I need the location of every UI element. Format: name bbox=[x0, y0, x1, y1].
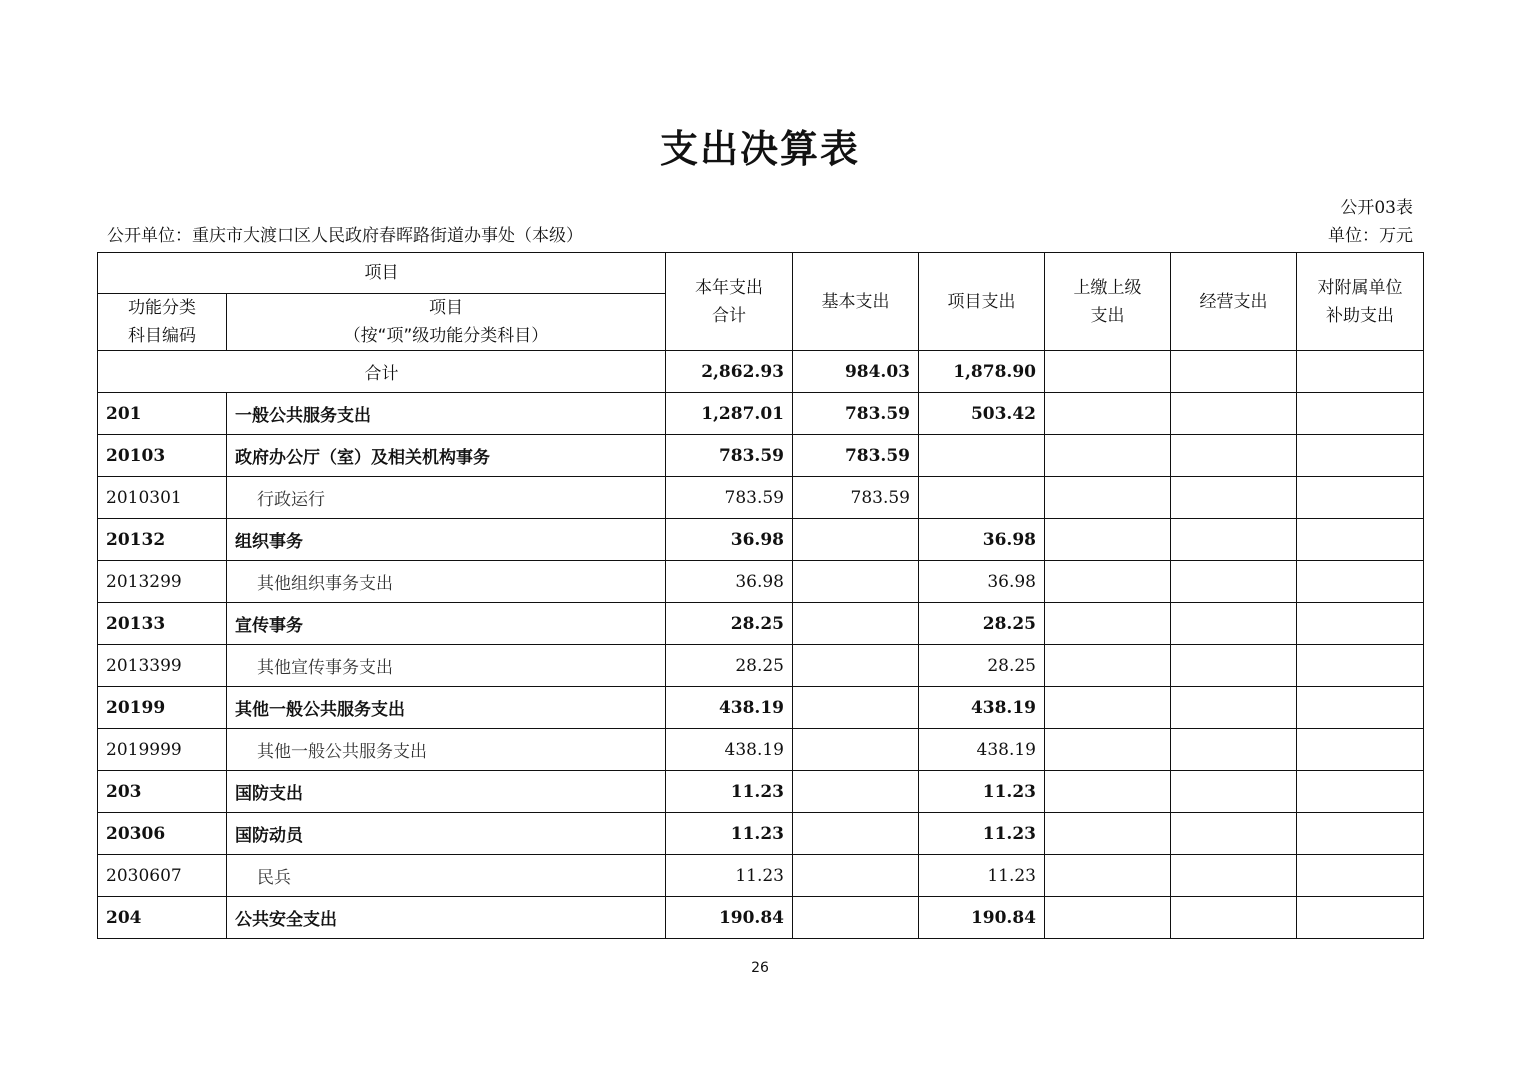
project-cell: 503.42 bbox=[919, 393, 1045, 435]
table-row bbox=[98, 561, 1424, 603]
total-cell: 11.23 bbox=[666, 855, 793, 897]
basic-cell: 783.59 bbox=[793, 393, 919, 435]
upper-cell bbox=[1045, 897, 1171, 939]
table-row bbox=[98, 897, 1424, 939]
basic-cell bbox=[793, 813, 919, 855]
table-row bbox=[98, 813, 1424, 855]
table-row bbox=[98, 435, 1424, 477]
subsidy-cell bbox=[1297, 603, 1424, 645]
basic-cell: 984.03 bbox=[793, 351, 919, 393]
table-row bbox=[98, 771, 1424, 813]
table-row bbox=[98, 687, 1424, 729]
header-code-line1: 功能分类 bbox=[128, 298, 196, 318]
basic-cell: 783.59 bbox=[793, 435, 919, 477]
code-cell: 20199 bbox=[98, 687, 227, 729]
project-cell: 11.23 bbox=[919, 771, 1045, 813]
code-cell: 20133 bbox=[98, 603, 227, 645]
project-cell: 28.25 bbox=[919, 603, 1045, 645]
expenditure-table bbox=[97, 252, 1424, 939]
upper-cell bbox=[1045, 603, 1171, 645]
code-cell: 20103 bbox=[98, 435, 227, 477]
total-cell: 190.84 bbox=[666, 897, 793, 939]
name-cell: 政府办公厅（室）及相关机构事务 bbox=[227, 435, 666, 477]
subsidy-cell bbox=[1297, 645, 1424, 687]
table-row bbox=[98, 729, 1424, 771]
business-cell bbox=[1171, 813, 1297, 855]
basic-cell bbox=[793, 687, 919, 729]
name-cell: 其他一般公共服务支出 bbox=[227, 729, 666, 771]
page-number: 26 bbox=[751, 960, 769, 976]
upper-cell bbox=[1045, 687, 1171, 729]
project-cell: 36.98 bbox=[919, 561, 1045, 603]
upper-cell bbox=[1045, 855, 1171, 897]
business-cell bbox=[1171, 519, 1297, 561]
basic-cell bbox=[793, 603, 919, 645]
header-total-line1: 本年支出 bbox=[695, 277, 763, 298]
name-cell: 民兵 bbox=[227, 855, 666, 897]
total-cell: 28.25 bbox=[666, 645, 793, 687]
name-cell: 组织事务 bbox=[227, 519, 666, 561]
form-number: 公开03表 bbox=[1340, 198, 1413, 218]
table-row bbox=[98, 855, 1424, 897]
table-row bbox=[98, 645, 1424, 687]
basic-cell bbox=[793, 771, 919, 813]
upper-cell bbox=[1045, 351, 1171, 393]
total-cell: 783.59 bbox=[666, 477, 793, 519]
name-cell: 一般公共服务支出 bbox=[227, 393, 666, 435]
table-body bbox=[98, 351, 1424, 939]
business-cell bbox=[1171, 351, 1297, 393]
basic-cell bbox=[793, 897, 919, 939]
name-cell: 国防支出 bbox=[227, 771, 666, 813]
upper-cell bbox=[1045, 813, 1171, 855]
reporting-unit: 公开单位：重庆市大渡口区人民政府春晖路街道办事处（本级） bbox=[107, 226, 583, 246]
total-row bbox=[98, 351, 1424, 393]
name-cell: 其他一般公共服务支出 bbox=[227, 687, 666, 729]
subsidy-cell bbox=[1297, 393, 1424, 435]
upper-cell bbox=[1045, 771, 1171, 813]
name-cell: 国防动员 bbox=[227, 813, 666, 855]
code-cell: 2013399 bbox=[98, 645, 227, 687]
basic-cell bbox=[793, 645, 919, 687]
currency-unit: 单位：万元 bbox=[1328, 226, 1413, 246]
unit-line bbox=[107, 221, 1413, 245]
project-cell: 11.23 bbox=[919, 855, 1045, 897]
subsidy-cell bbox=[1297, 351, 1424, 393]
business-cell bbox=[1171, 603, 1297, 645]
project-cell: 1,878.90 bbox=[919, 351, 1045, 393]
header-subsidy-line1: 对附属单位 bbox=[1317, 277, 1403, 298]
header-item bbox=[227, 294, 666, 351]
header-upper-line1: 上缴上级 bbox=[1073, 277, 1142, 298]
total-cell: 1,287.01 bbox=[666, 393, 793, 435]
code-cell: 20306 bbox=[98, 813, 227, 855]
subsidy-cell bbox=[1297, 813, 1424, 855]
code-cell: 20132 bbox=[98, 519, 227, 561]
project-cell: 11.23 bbox=[919, 813, 1045, 855]
name-cell: 宣传事务 bbox=[227, 603, 666, 645]
table-row bbox=[98, 477, 1424, 519]
name-cell: 行政运行 bbox=[227, 477, 666, 519]
business-cell bbox=[1171, 477, 1297, 519]
header-project: 项目 bbox=[98, 253, 666, 294]
table-row bbox=[98, 603, 1424, 645]
upper-cell bbox=[1045, 645, 1171, 687]
business-cell bbox=[1171, 771, 1297, 813]
upper-cell bbox=[1045, 729, 1171, 771]
total-cell: 2,862.93 bbox=[666, 351, 793, 393]
basic-cell bbox=[793, 855, 919, 897]
code-cell: 2030607 bbox=[98, 855, 227, 897]
project-cell bbox=[919, 477, 1045, 519]
page-title: 支出决算表 bbox=[659, 127, 860, 171]
code-cell: 201 bbox=[98, 393, 227, 435]
subsidy-cell bbox=[1297, 561, 1424, 603]
upper-cell bbox=[1045, 477, 1171, 519]
header-subsidy bbox=[1297, 253, 1424, 351]
code-cell: 2013299 bbox=[98, 561, 227, 603]
basic-cell bbox=[793, 519, 919, 561]
subsidy-cell bbox=[1297, 729, 1424, 771]
project-cell bbox=[919, 435, 1045, 477]
total-label: 合计 bbox=[98, 351, 666, 393]
code-cell: 2010301 bbox=[98, 477, 227, 519]
subsidy-cell bbox=[1297, 435, 1424, 477]
name-cell: 其他宣传事务支出 bbox=[227, 645, 666, 687]
header-code-line2: 科目编码 bbox=[128, 326, 196, 346]
business-cell bbox=[1171, 855, 1297, 897]
upper-cell bbox=[1045, 435, 1171, 477]
project-cell: 36.98 bbox=[919, 519, 1045, 561]
table-row bbox=[98, 519, 1424, 561]
total-cell: 438.19 bbox=[666, 687, 793, 729]
subsidy-cell bbox=[1297, 687, 1424, 729]
total-cell: 783.59 bbox=[666, 435, 793, 477]
header-code bbox=[98, 294, 227, 351]
subsidy-cell bbox=[1297, 897, 1424, 939]
code-cell: 2019999 bbox=[98, 729, 227, 771]
basic-cell bbox=[793, 729, 919, 771]
upper-cell bbox=[1045, 561, 1171, 603]
business-cell bbox=[1171, 435, 1297, 477]
subsidy-cell bbox=[1297, 519, 1424, 561]
header-basic: 基本支出 bbox=[793, 253, 919, 351]
project-cell: 190.84 bbox=[919, 897, 1045, 939]
total-cell: 11.23 bbox=[666, 813, 793, 855]
business-cell bbox=[1171, 645, 1297, 687]
header-item-line1: 项目 bbox=[429, 298, 463, 318]
total-cell: 36.98 bbox=[666, 519, 793, 561]
header-total bbox=[666, 253, 793, 351]
business-cell bbox=[1171, 393, 1297, 435]
table-row bbox=[98, 393, 1424, 435]
header-business: 经营支出 bbox=[1171, 253, 1297, 351]
upper-cell bbox=[1045, 519, 1171, 561]
basic-cell: 783.59 bbox=[793, 477, 919, 519]
header-subsidy-line2: 补助支出 bbox=[1326, 305, 1394, 326]
project-cell: 438.19 bbox=[919, 687, 1045, 729]
header-total-line2: 合计 bbox=[712, 305, 746, 326]
header-item-line2: （按“项”级功能分类科目） bbox=[343, 326, 549, 346]
code-cell: 204 bbox=[98, 897, 227, 939]
subsidy-cell bbox=[1297, 771, 1424, 813]
basic-cell bbox=[793, 561, 919, 603]
header-upper-line2: 支出 bbox=[1090, 305, 1125, 326]
total-cell: 11.23 bbox=[666, 771, 793, 813]
header-project-exp: 项目支出 bbox=[919, 253, 1045, 351]
header-upper bbox=[1045, 253, 1171, 351]
code-cell: 203 bbox=[98, 771, 227, 813]
total-cell: 36.98 bbox=[666, 561, 793, 603]
upper-cell bbox=[1045, 393, 1171, 435]
total-cell: 28.25 bbox=[666, 603, 793, 645]
business-cell bbox=[1171, 561, 1297, 603]
name-cell: 其他组织事务支出 bbox=[227, 561, 666, 603]
business-cell bbox=[1171, 897, 1297, 939]
business-cell bbox=[1171, 687, 1297, 729]
subsidy-cell bbox=[1297, 477, 1424, 519]
project-cell: 28.25 bbox=[919, 645, 1045, 687]
name-cell: 公共安全支出 bbox=[227, 897, 666, 939]
project-cell: 438.19 bbox=[919, 729, 1045, 771]
business-cell bbox=[1171, 729, 1297, 771]
total-cell: 438.19 bbox=[666, 729, 793, 771]
subsidy-cell bbox=[1297, 855, 1424, 897]
